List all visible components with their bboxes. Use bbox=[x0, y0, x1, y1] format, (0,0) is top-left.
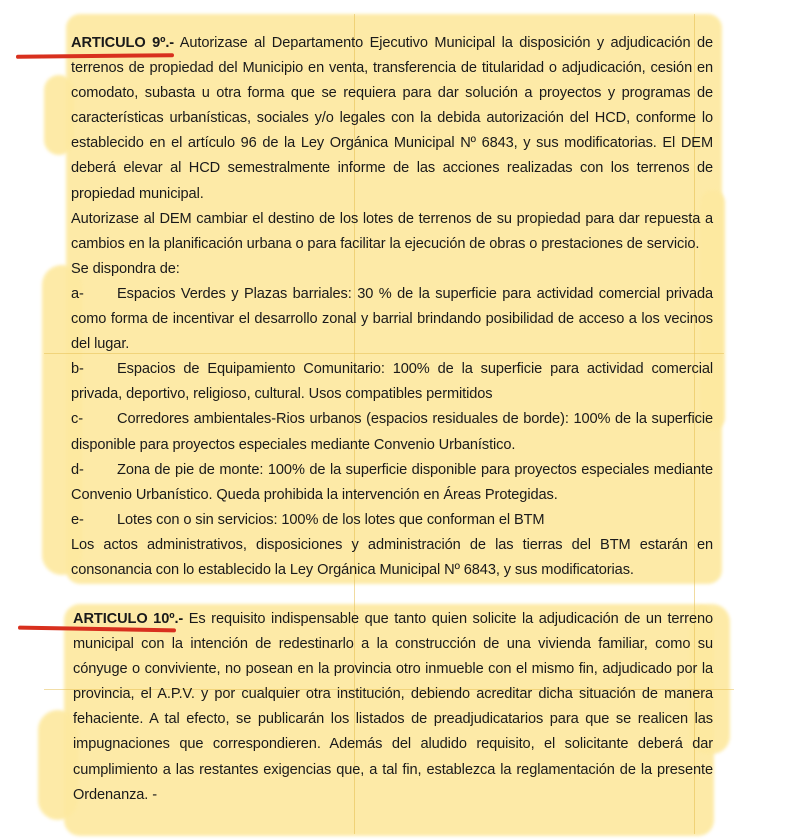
article-9-paragraph-2: Autorizase al DEM cambiar el destino de los lotes de terrenos de su propiedad para dar repuesta a cambios en la planificación urbana o para facilitar la ejecución de obras o prestaciones de servicio. bbox=[71, 210, 713, 252]
list-item bbox=[71, 458, 713, 508]
article-9-heading: ARTICULO 9º.- bbox=[71, 35, 175, 51]
list-item bbox=[71, 282, 713, 357]
article-10-heading: ARTICULO 10º.- bbox=[73, 611, 184, 627]
list-item bbox=[71, 508, 713, 533]
article-9-intro-text: Autorizase al Departamento Ejecutivo Municipal la disposición y adjudicación de terrenos de propiedad del Municipio en venta, transferencia de titularidad o adjudicación, cesión en comodato, subasta u otra forma que se requiera para dar solución a proyectos y programas de características urbanísticas, sociales y/o legales con la debida autorización del HCD, conforme lo establecido en el artículo 96 de la Ley Orgánica Municipal Nº 6843, y sus modificatorias. El DEM deberá elevar al HCD semestralmente informe de las acciones realizadas con los terrenos de propiedad municipal. bbox=[71, 35, 713, 202]
list-item-marker: e- bbox=[71, 511, 84, 528]
list-item-text: Lotes con o sin servicios: 100% de los lotes que conforman el BTM bbox=[117, 511, 545, 528]
list-item-text: Corredores ambientales-Rios urbanos (espacios residuales de borde): 100% de la superficie disponible para proyectos especiales mediante Convenio Urbanístico. bbox=[71, 411, 713, 453]
list-item-marker: d- bbox=[71, 461, 84, 478]
article-9-intro bbox=[71, 31, 713, 207]
article-9-closing: Los actos administrativos, disposiciones y administración de las tierras del BTM estarán en consonancia con lo establecido la Ley Orgánica Municipal Nº 6843, y sus modificatorias. bbox=[71, 536, 713, 578]
list-item-marker: a- bbox=[71, 285, 84, 302]
list-item-text: Zona de pie de monte: 100% de la superficie disponible para proyectos especiales mediante Convenio Urbanístico. Queda prohibida la intervención en Áreas Protegidas. bbox=[71, 461, 713, 503]
highlight-mark-article-9-edge bbox=[44, 75, 74, 155]
list-item-marker: b- bbox=[71, 361, 84, 378]
article-10-intro-text: Es requisito indispensable que tanto quien solicite la adjudicación de un terreno municipal con la intención de redestinarlo a la construcción de una vivienda familiar, como su cónyuge o conviviente, no posean en la provincia otro inmueble con el mismo fin, adjudicado por la provincia, el A.P.V. y por cualquier otra institución, debiendo acreditar dicha situación de manera fehaciente. A tal efecto, se publicarán los listados de preadjudicatarios para que se realicen las impugnaciones que correspondieren. Además del aludido requisito, el solicitante deberá dar cumplimiento a las restantes exigencias que, a tal fin, establezca la reglamentación de la presente Ordenanza. - bbox=[73, 611, 713, 803]
article-10 bbox=[73, 607, 713, 808]
highlight-mark-article-10-edge bbox=[38, 710, 78, 820]
article-9 bbox=[71, 31, 713, 583]
article-10-body bbox=[73, 607, 713, 808]
list-item-text: Espacios de Equipamiento Comunitario: 100% de la superficie para actividad comercial privada, deportivo, religioso, cultural. Usos compatibles permitidos bbox=[71, 361, 713, 403]
article-9-list-intro: Se dispondra de: bbox=[71, 260, 180, 277]
list-item-text: Espacios Verdes y Plazas barriales: 30 % de la superficie para actividad comercial privada como forma de incentivar el desarrollo zonal y barrial brindando posibilidad de acceso a los vecinos del lugar. bbox=[71, 285, 713, 353]
list-item-marker: c- bbox=[71, 411, 83, 428]
list-item bbox=[71, 407, 713, 457]
list-item bbox=[71, 357, 713, 407]
